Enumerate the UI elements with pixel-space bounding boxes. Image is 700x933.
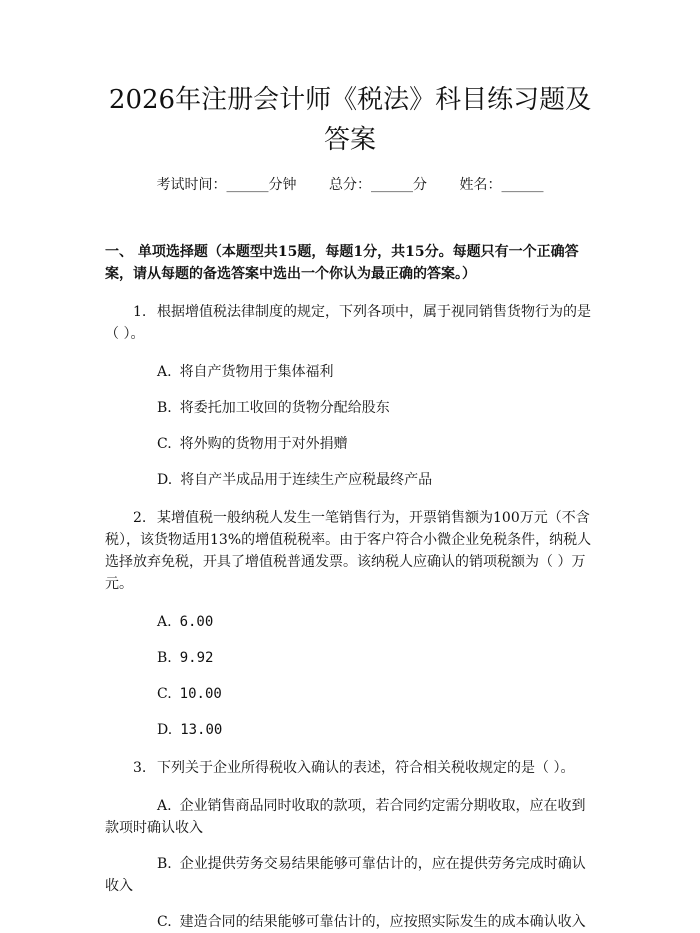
option-text: 将外购的货物用于对外捐赠 <box>179 436 348 452</box>
document-title: 2026年注册会计师《税法》科目练习题及答案 <box>108 85 592 155</box>
option-2-b <box>105 647 595 669</box>
question-text: 根据增值税法律制度的规定，下列各项中，属于视同销售货物行为的是（ ）。 <box>105 304 591 342</box>
option-text: 企业提供劳务交易结果能够可靠估计的，应在提供劳务完成时确认收入 <box>105 856 586 894</box>
option-text: 6.00 <box>179 614 214 630</box>
name-field: 姓名：______ <box>459 177 544 193</box>
question-2 <box>105 507 595 595</box>
question-number: 2. <box>133 510 147 526</box>
option-letter: D. <box>157 472 173 488</box>
question-number: 3. <box>133 760 147 776</box>
section-header: 一、 单项选择题（本题型共15题，每题1分，共15分。每题只有一个正确答案，请从每题的备选答案中选出一个你认为最正确的答案。） <box>105 244 579 282</box>
option-letter: C. <box>157 686 172 702</box>
exam-time-field: 考试时间：______分钟 <box>156 177 297 193</box>
option-text: 9.92 <box>179 650 214 666</box>
question-3 <box>105 757 595 779</box>
option-letter: D. <box>157 722 173 738</box>
option-3-a <box>105 795 595 839</box>
total-score-field: 总分：______分 <box>329 177 427 193</box>
option-2-a <box>105 611 595 633</box>
option-text: 企业销售商品同时收取的款项，若合同约定需分期收取，应在收到款项时确认收入 <box>105 798 586 836</box>
question-number: 1. <box>133 304 147 320</box>
option-text: 建造合同的结果能够可靠估计的，应按照实际发生的成本确认收入 <box>179 914 586 930</box>
option-1-b <box>105 397 595 419</box>
exam-info-row <box>105 175 595 195</box>
option-1-a <box>105 361 595 383</box>
option-3-b <box>105 853 595 897</box>
option-letter: A. <box>157 614 172 630</box>
option-text: 将自产货物用于集体福利 <box>179 364 334 380</box>
option-letter: C. <box>157 436 172 452</box>
option-letter: B. <box>157 400 172 416</box>
option-text: 10.00 <box>179 686 222 702</box>
question-1 <box>105 301 595 345</box>
question-text: 某增值税一般纳税人发生一笔销售行为，开票销售额为100万元（不含税），该货物适用13%的增值税税率。由于客户符合小微企业免税条件，纳税人选择放弃免税，开具了增值税普通发票。该纳税人应确认的销项税额为（ ）万元。 <box>105 510 592 592</box>
question-text: 下列关于企业所得税收入确认的表述，符合相关税收规定的是（ ）。 <box>157 760 575 776</box>
option-text: 将自产半成品用于连续生产应税最终产品 <box>180 472 433 488</box>
option-letter: A. <box>157 364 172 380</box>
option-letter: C. <box>157 914 172 930</box>
option-text: 将委托加工收回的货物分配给股东 <box>179 400 390 416</box>
option-2-c <box>105 683 595 705</box>
option-1-c <box>105 433 595 455</box>
option-letter: B. <box>157 650 172 666</box>
option-text: 13.00 <box>180 722 223 738</box>
option-3-c <box>105 911 595 933</box>
option-letter: A. <box>157 798 172 814</box>
option-1-d <box>105 469 595 491</box>
option-letter: B. <box>157 856 172 872</box>
option-2-d <box>105 719 595 741</box>
